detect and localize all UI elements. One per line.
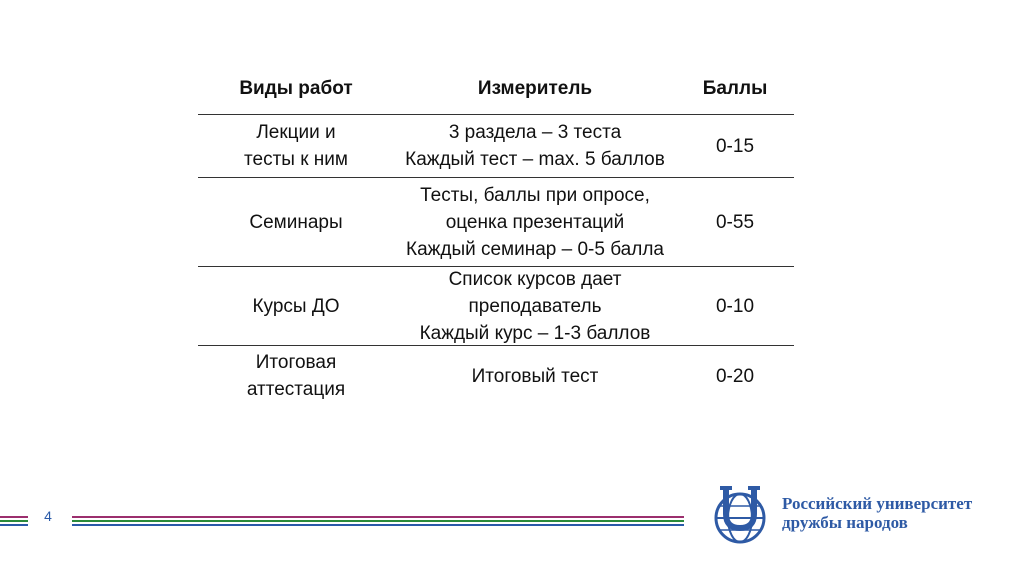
points-cell: 0-55 — [715, 211, 755, 233]
work-type-line: Лекции и — [256, 122, 336, 143]
university-name-line2: дружбы народов — [782, 513, 908, 532]
work-type-cell — [198, 349, 394, 403]
work-type-line: Семинары — [249, 211, 343, 233]
stripe-left-magenta — [0, 516, 28, 518]
measure-line: Итоговый тест — [471, 365, 599, 387]
page-number: 4 — [44, 508, 52, 524]
work-type-line: аттестация — [246, 379, 346, 400]
measure-line: оценка презентаций — [445, 211, 625, 233]
work-type-line: Итоговая — [255, 352, 337, 373]
measure-cell — [394, 182, 676, 263]
measure-line: 3 раздела – 3 теста — [448, 122, 622, 143]
stripe-right-magenta — [72, 516, 684, 518]
work-type-cell — [198, 209, 394, 236]
points-cell: 0-20 — [715, 365, 755, 387]
stripe-right-blue — [72, 524, 684, 526]
stripe-left-blue — [0, 524, 28, 526]
measure-line: Каждый курс – 1-3 баллов — [419, 322, 651, 344]
university-name — [782, 494, 972, 532]
university-name-line1: Российский университет — [782, 494, 973, 513]
points-cell: 0-15 — [715, 135, 755, 157]
points-cell: 0-10 — [715, 295, 755, 317]
measure-line: Список курсов дает — [448, 268, 622, 290]
scoring-table — [198, 62, 794, 406]
header-work-types: Виды работ — [239, 77, 353, 99]
stripe-right-green — [72, 520, 684, 522]
header-measure: Измеритель — [477, 77, 593, 99]
work-type-cell — [198, 293, 394, 320]
measure-line: Тесты, баллы при опросе, — [420, 184, 650, 206]
table-header-row — [198, 62, 794, 115]
work-type-line: Курсы ДО — [252, 295, 340, 317]
measure-line: преподаватель — [468, 295, 602, 317]
header-points: Баллы — [702, 77, 768, 99]
university-logo-icon — [710, 484, 774, 548]
table-row — [198, 346, 794, 406]
work-type-cell — [198, 119, 394, 173]
stripe-left-green — [0, 520, 28, 522]
measure-line: Каждый семинар – 0-5 балла — [406, 238, 664, 260]
measure-cell — [394, 363, 676, 390]
table-row — [198, 267, 794, 346]
measure-cell — [394, 119, 676, 173]
table-row — [198, 115, 794, 178]
measure-line: Каждый тест – max. 5 баллов — [405, 149, 665, 170]
table-row — [198, 178, 794, 267]
work-type-line: тесты к ним — [244, 149, 348, 170]
measure-cell — [394, 266, 676, 347]
